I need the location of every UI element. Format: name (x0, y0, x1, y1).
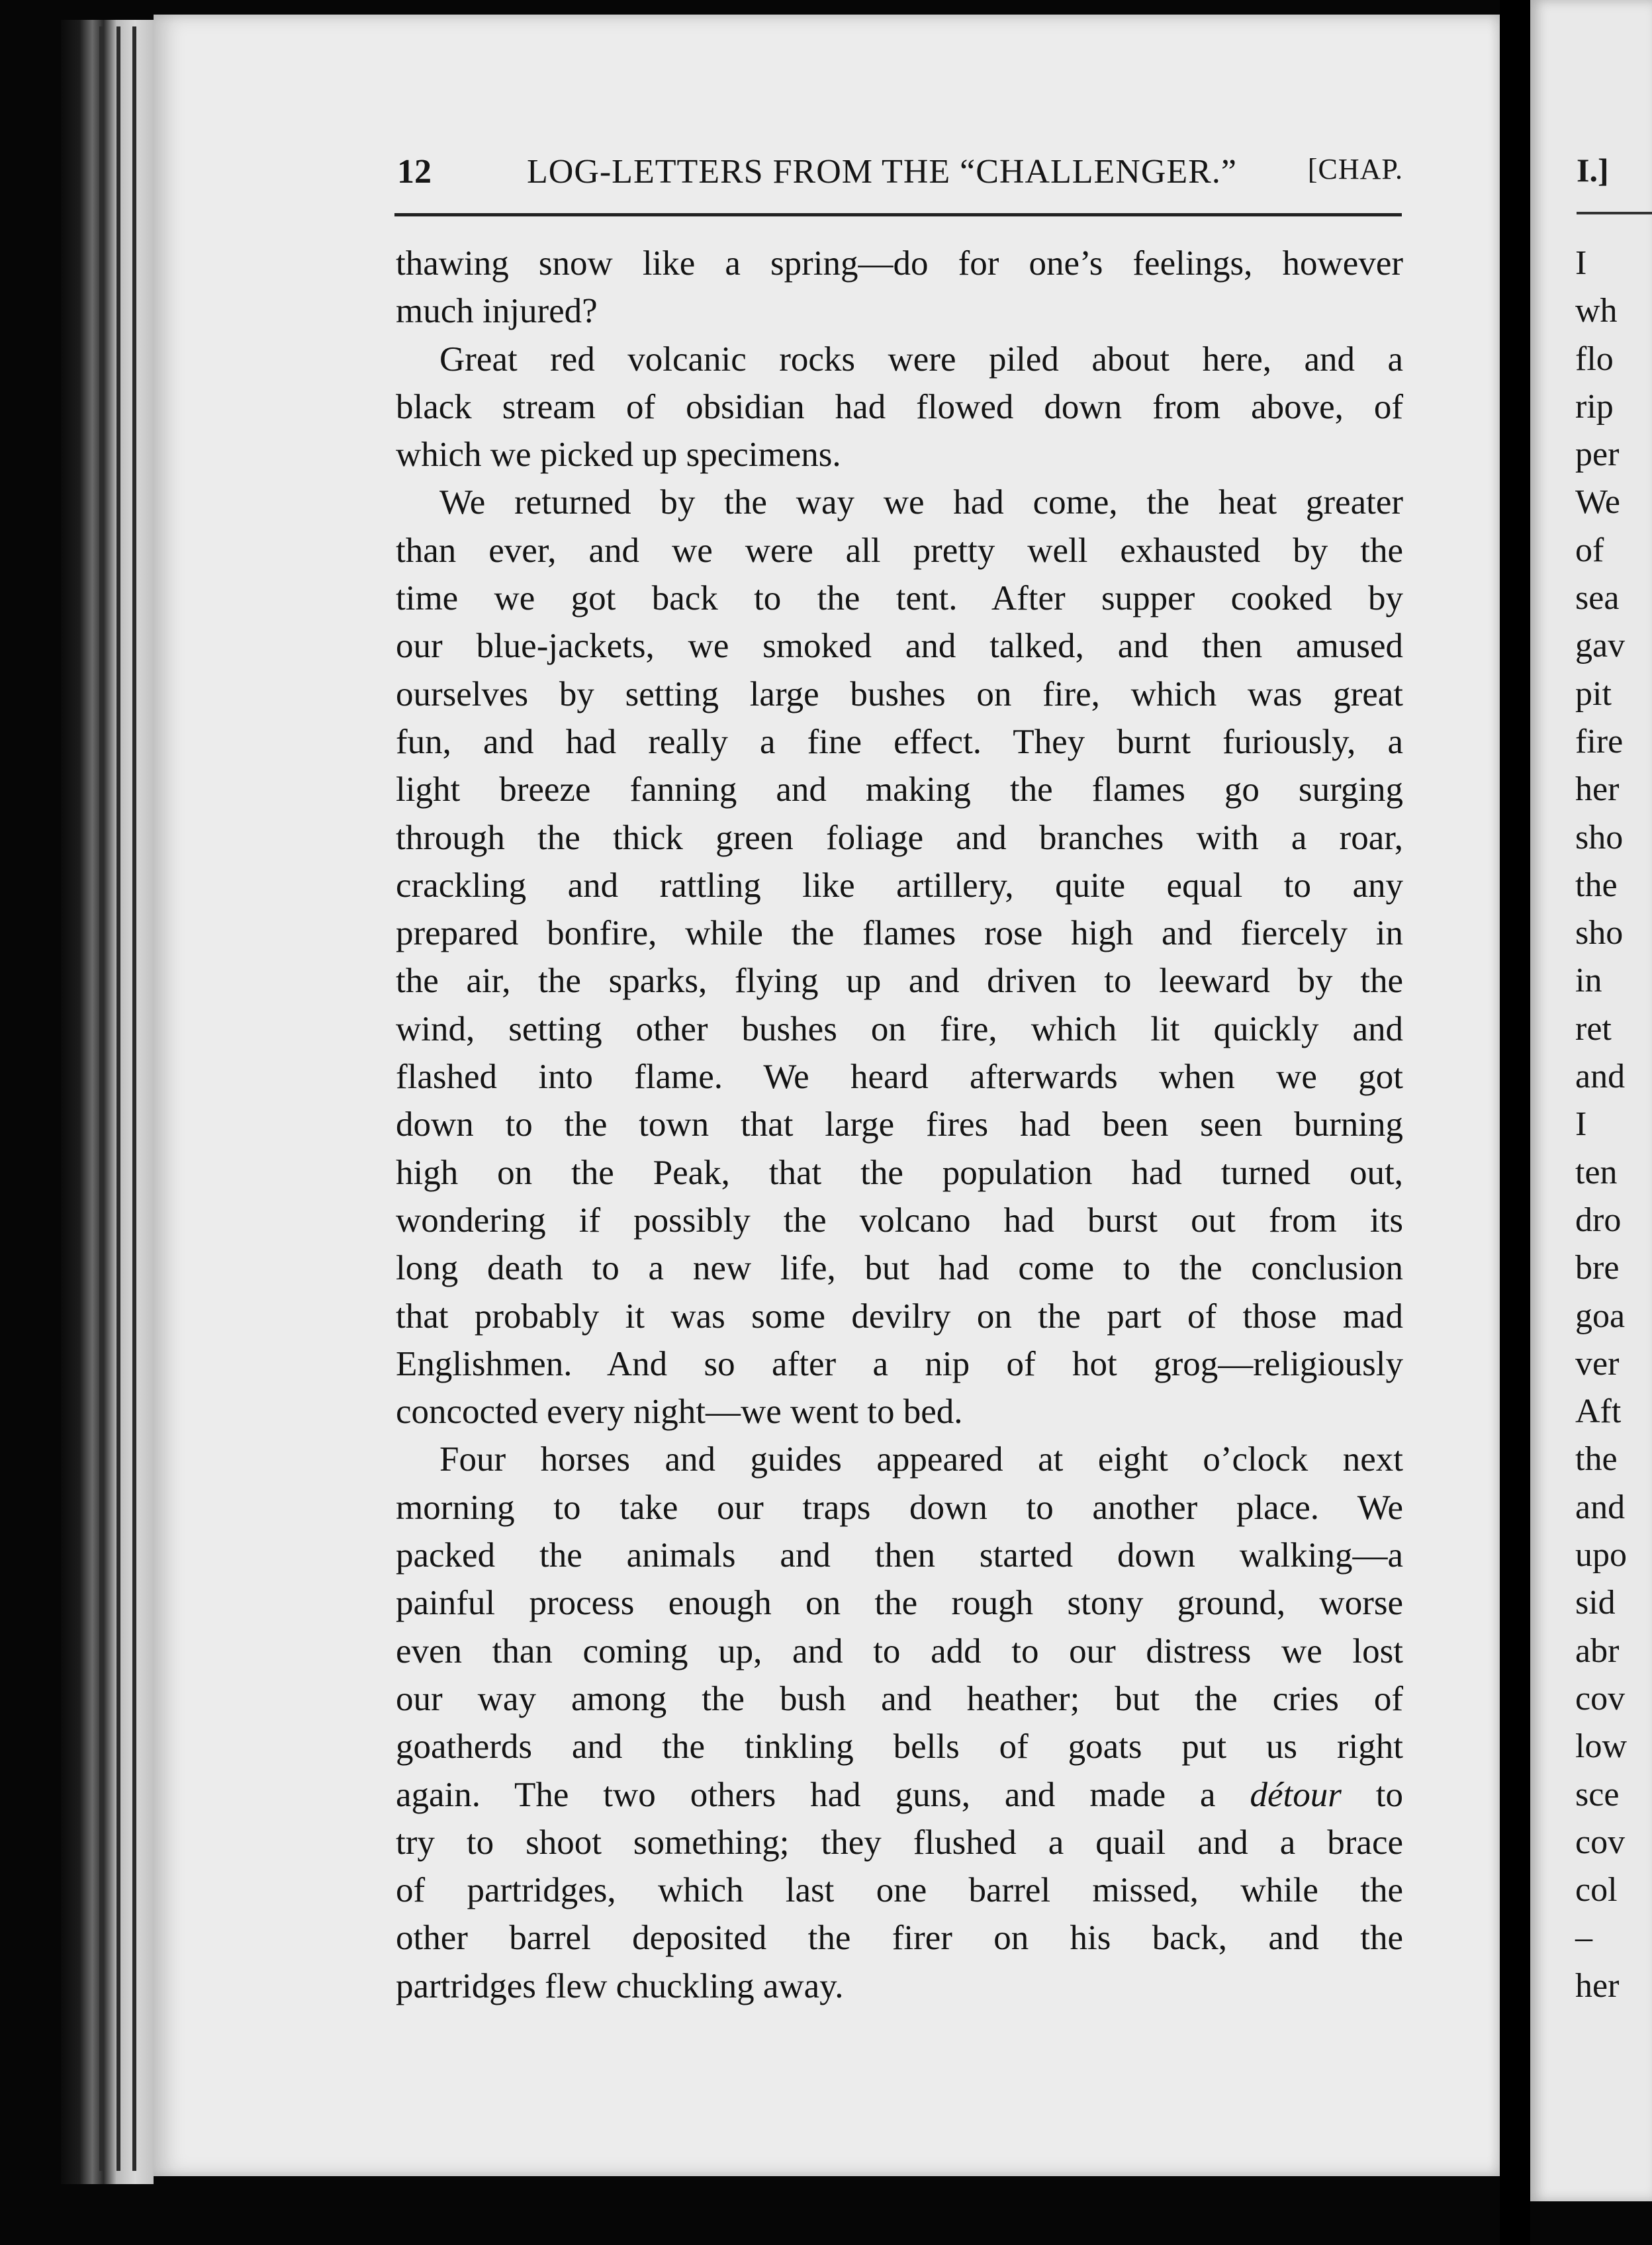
right-page-fragment: the (1575, 866, 1618, 904)
text-line: prepared bonfire, while the flames rose high and fiercely in (396, 914, 1403, 953)
text-line: crackling and rattling like artillery, quite equal to any (396, 866, 1403, 905)
paragraph-first-line: Four horses and guides appeared at eight o’clock next (439, 1440, 1403, 1479)
right-page-fragment: and (1575, 1488, 1626, 1526)
text-line: high on the Peak, that the population had turned out, (396, 1153, 1403, 1192)
text-line: ourselves by setting large bushes on fire, which was great (396, 674, 1403, 713)
text-line: down to the town that large fires had been seen burning (396, 1105, 1403, 1144)
text-line: our way among the bush and heather; but the cries of (396, 1679, 1403, 1718)
right-page-fragment: I (1575, 1105, 1587, 1144)
right-page-fragment: and (1575, 1058, 1626, 1096)
right-head-rule (1577, 212, 1652, 214)
right-page-fragment: bre (1575, 1249, 1620, 1287)
page-edge-line (99, 26, 103, 2171)
paragraph-first-line: We returned by the way we had come, the heat greater (439, 483, 1403, 522)
running-title: LOG-LETTERS FROM THE “CHALLENGER.” (527, 153, 1237, 191)
text-line: than ever, and we were all pretty well exhausted by the (396, 531, 1403, 570)
right-page-text-fragments (1575, 240, 1652, 2010)
text-line: wondering if possibly the volcano had burst out from its (396, 1201, 1403, 1240)
right-page-fragment: gav (1575, 627, 1626, 665)
text-line: fun, and had really a fine effect. They burnt furiously, a (396, 722, 1403, 761)
right-page-fragment: We (1575, 483, 1620, 522)
right-page-fragment: upo (1575, 1536, 1627, 1575)
text-line: which we picked up specimens. (396, 435, 841, 475)
right-page-fragment: wh (1575, 292, 1618, 330)
right-page-fragment: cov (1575, 1679, 1626, 1718)
text-line: black stream of obsidian had flowed down from above, of (396, 387, 1403, 426)
text-line: concocted every night—we went to bed. (396, 1393, 963, 1432)
right-page-fragment: in (1575, 962, 1602, 1000)
text-line: try to shoot something; they flushed a quail and a brace (396, 1823, 1403, 1862)
text-line: painful process enough on the rough stony ground, worse (396, 1584, 1403, 1623)
text-line: other barrel deposited the firer on his back, and the (396, 1919, 1403, 1958)
right-page-fragment: of (1575, 531, 1604, 569)
text-line: even than coming up, and to add to our distress we lost (396, 1631, 1403, 1671)
right-page-fragment: sho (1575, 818, 1624, 856)
text-line: much injured? (396, 292, 598, 331)
right-page-fragment: ver (1575, 1344, 1620, 1383)
right-page-fragment: low (1575, 1727, 1627, 1766)
right-page-fragment: rip (1575, 387, 1614, 426)
right-page-fragment: abr (1575, 1631, 1620, 1670)
right-page-fragment: cov (1575, 1823, 1626, 1861)
text-line: time we got back to the tent. After supper cooked by (396, 579, 1403, 618)
right-page-fragment: – (1575, 1919, 1592, 1957)
header-rule (394, 213, 1402, 216)
text-line: flashed into flame. We heard afterwards when we got (396, 1058, 1403, 1097)
right-page-fragment: I (1575, 244, 1587, 282)
right-page-fragment: pit (1575, 674, 1612, 713)
right-page-fragment: ten (1575, 1153, 1618, 1191)
right-page-fragment: fire (1575, 722, 1624, 760)
text-line: packed the animals and then started down walking—a (396, 1536, 1403, 1575)
text-segment: again. The two others had guns, and made a (396, 1775, 1216, 1814)
text-segment: to (1375, 1775, 1403, 1814)
right-page-fragment: goa (1575, 1297, 1626, 1335)
right-page-fragment: flo (1575, 340, 1614, 378)
right-page-fragment: sid (1575, 1584, 1616, 1622)
italic-word: détour (1250, 1775, 1342, 1814)
right-page-fragment: col (1575, 1871, 1618, 1909)
page-gutter (1500, 0, 1530, 2245)
text-line: wind, setting other bushes on fire, which lit quickly and (396, 1009, 1403, 1048)
text-line: light breeze fanning and making the flames go surging (396, 770, 1403, 809)
text-line: the air, the sparks, flying up and driven to leeward by the (396, 962, 1403, 1001)
text-line: that probably it was some devilry on the part of those mad (396, 1297, 1403, 1336)
body-text (396, 240, 1403, 2010)
book-binding-edge (61, 20, 154, 2184)
page-number: 12 (397, 153, 432, 191)
right-page-fragment: ret (1575, 1009, 1612, 1048)
book-page-right (1530, 0, 1652, 2201)
right-page-fragment: her (1575, 770, 1620, 809)
right-page-fragment: her (1575, 1966, 1620, 2005)
right-page-fragment: sho (1575, 914, 1624, 952)
right-page-fragment: sce (1575, 1775, 1620, 1813)
text-line-with-italic (396, 1771, 1403, 1819)
text-line: our blue-jackets, we smoked and talked, and then amused (396, 627, 1403, 666)
right-page-fragment: sea (1575, 579, 1620, 618)
right-page-fragment: dro (1575, 1201, 1622, 1239)
right-page-fragment: Aft (1575, 1393, 1622, 1431)
running-head (397, 152, 1403, 205)
text-line: thawing snow like a spring—do for one’s feelings, however (396, 244, 1403, 283)
right-page-fragment: per (1575, 435, 1620, 474)
text-line: goatherds and the tinkling bells of goats put us right (396, 1727, 1403, 1766)
text-line: Englishmen. And so after a nip of hot grog—religiously (396, 1344, 1403, 1383)
page-edge-line (132, 26, 136, 2171)
paragraph-first-line: Great red volcanic rocks were piled about here, and a (439, 340, 1403, 379)
text-line: partridges flew chuckling away. (396, 1966, 844, 2005)
right-page-fragment: the (1575, 1440, 1618, 1479)
text-line: morning to take our traps down to another place. We (396, 1488, 1403, 1527)
chapter-mark: [CHAP. (1307, 153, 1403, 185)
text-line: of partridges, which last one barrel missed, while the (396, 1871, 1403, 1910)
text-line: through the thick green foliage and branches with a roar, (396, 818, 1403, 857)
right-page-running-head: I.] (1577, 152, 1609, 189)
text-line: long death to a new life, but had come to the conclusion (396, 1249, 1403, 1288)
page-edge-line (116, 26, 120, 2171)
